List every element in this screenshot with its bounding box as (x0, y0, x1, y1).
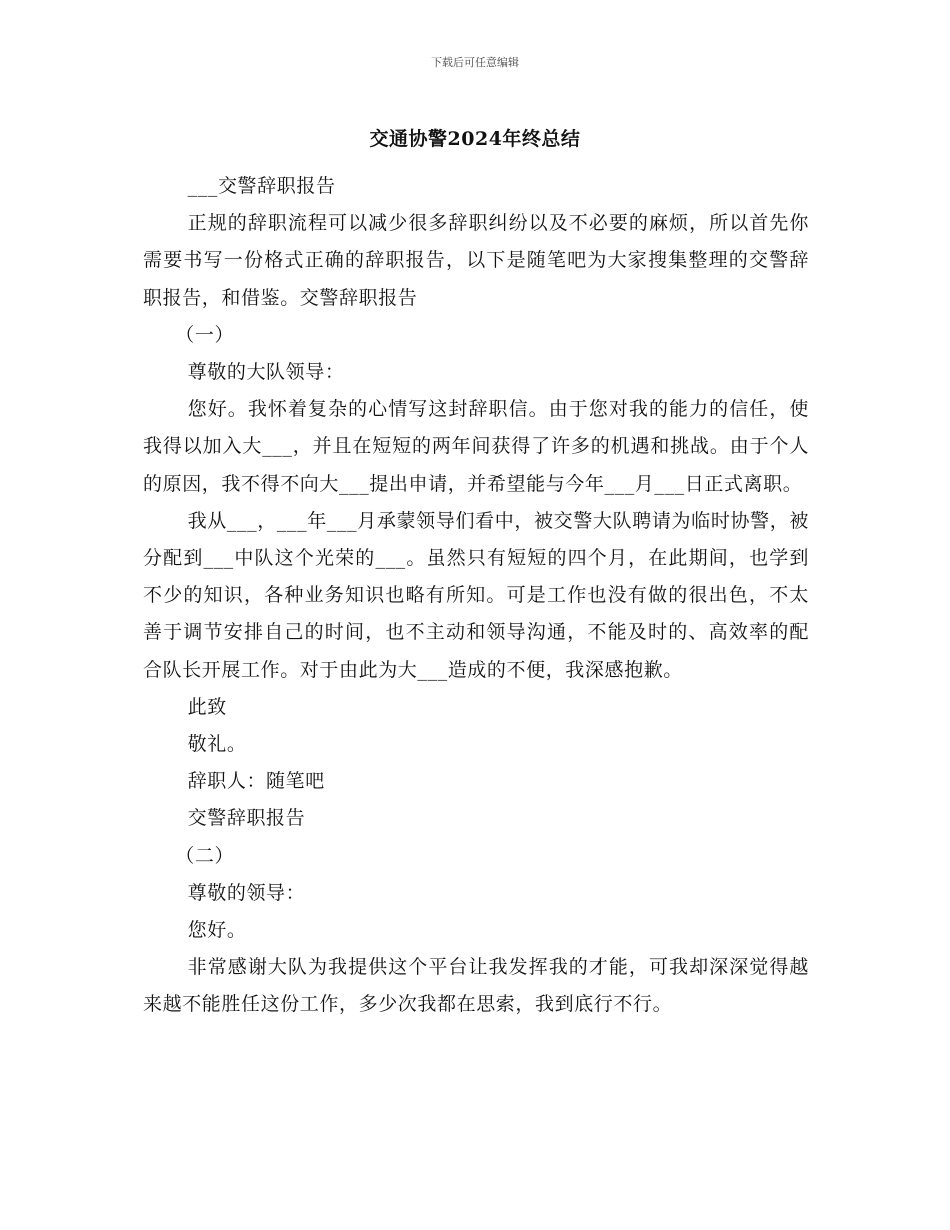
salutation: 尊敬的领导： (187, 881, 306, 904)
salutation: 尊敬的大队领导： (187, 361, 345, 384)
section-number: （二） (175, 844, 235, 867)
closing: 此致 (187, 695, 227, 718)
page-header-note: 下载后可任意编辑 (431, 56, 519, 69)
paragraph: 您好。我怀着复杂的心情写这封辞职信。由于您对我的能力的信任，使我得以加入大___，并且在短短的两年间获得了许多的机遇和挑战。由于个人的原因，我不得不向大___提出申请，并希望能与今年___月___日正式离职。 (143, 398, 809, 495)
paragraph: 您好。 (187, 919, 247, 942)
section-number: （一） (175, 323, 235, 346)
document-body (143, 168, 809, 1024)
signature: 辞职人：随笔吧 (187, 770, 325, 793)
closing: 敬礼。 (187, 733, 247, 756)
paragraph: ___交警辞职报告 (187, 175, 336, 197)
paragraph: 非常感谢大队为我提供这个平台让我发挥我的才能，可我却深深觉得越来越不能胜任这份工作，多少次我都在思索，我到底行不行。 (143, 956, 809, 1016)
paragraph: 正规的辞职流程可以减少很多辞职纠纷以及不必要的麻烦，所以首先你需要书写一份格式正确的辞职报告，以下是随笔吧为大家搜集整理的交警辞职报告，和借鉴。交警辞职报告 (143, 212, 809, 309)
document-title: 交通协警2024年终总结 (369, 128, 581, 150)
paragraph: 交警辞职报告 (187, 807, 306, 830)
paragraph: 我从___，___年___月承蒙领导们看中，被交警大队聘请为临时协警，被分配到___中队这个光荣的___。虽然只有短短的四个月，在此期间，也学到不少的知识，各种业务知识也略有所知。可是工作也没有做的很出色，不太善于调节安排自己的时间，也不主动和领导沟通，不能及时的、高效率的配合队长开展工作。对于由此为大___造成的不便，我深感抱歉。 (143, 509, 809, 681)
